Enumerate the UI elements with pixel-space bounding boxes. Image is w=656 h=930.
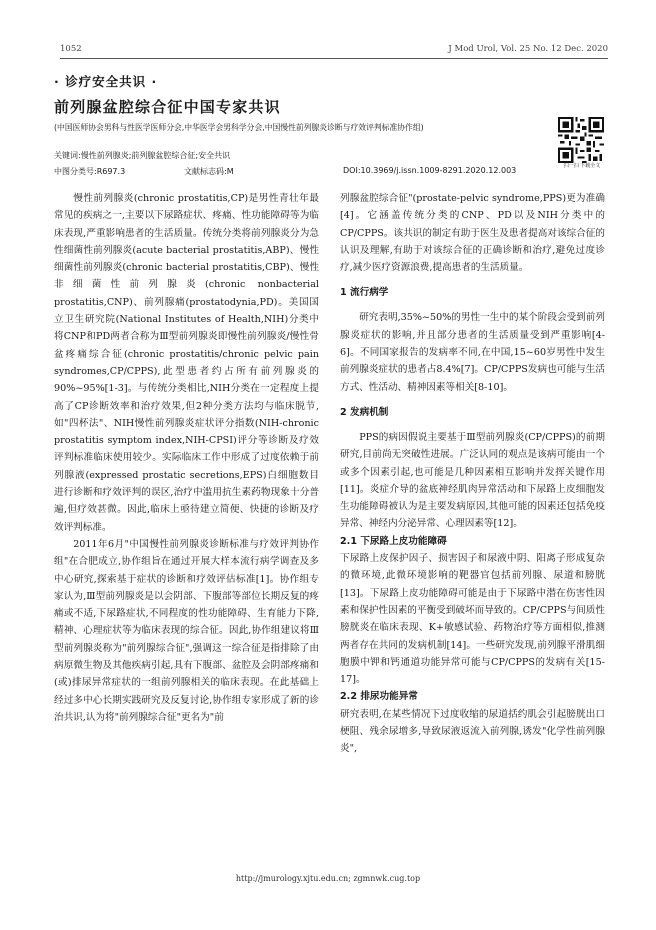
article-title: 前列腺盆腔综合征中国专家共识 [54, 98, 281, 116]
paragraph: 2011年6月"中国慢性前列腺炎诊断标准与疗效评判协作组"在合肥成立,协作组旨在通过开展大样本流行病学调查及多中心研究,探索基于症状的诊断和疗效评估标准[1]。协作组专家认为,Ⅲ型前列腺炎是以会阴部、下腹部等部位长期反复的疼痛或不适,下尿路症状,不同程度的性功能障碍、生育能力下降,精神、心理症状等为临床表现的综合征。因此,协作组建议将Ⅲ型前列腺炎称为"前列腺综合征",强调这一综合征是指排除了由病原微生物及其他疾病引起,具有下腹部、盆腔及会阴部疼痛和(或)排尿异常症状的一组前列腺相关的临床表现。在此基础上经过多中心长期实践研究及反复讨论,协作组专家形成了新的诊治共识,认为将"前列腺综合征"更名为"前 [54, 538, 319, 723]
left-column [54, 190, 319, 726]
header-rule [60, 58, 608, 59]
subsection-heading: 2.2 排尿功能异常 [340, 691, 418, 703]
subsection-heading: 2.1 下尿路上皮功能障碍 [340, 535, 447, 547]
qr-caption: 扫一扫 下载全文 [563, 163, 601, 169]
qr-code-icon [558, 117, 604, 163]
section-heading: 2 发病机制 [340, 406, 389, 418]
page-number: 1052 [60, 44, 82, 54]
page-footer: http://jmurology.xjtu.edu.cn; zgmnwk.cug.top [235, 874, 421, 883]
doi: DOI:10.3969/j.issn.1009-8291.2020.12.003 [343, 166, 517, 175]
section-tag: · 诊疗安全共识 · [54, 74, 158, 89]
paragraph: 研究表明,在某些情况下过度收缩的尿道括约肌会引起膀胱出口梗阻、残余尿增多,导致尿液返流入前列腺,诱发"化学性前列腺炎", [340, 708, 605, 755]
paragraph: 下尿路上皮保护因子、损害因子和尿液中阴、阳离子形成复杂的微环境,此微环境影响的靶器官包括前列腺、尿道和膀胱[13]。下尿路上皮功能障碍可能是由于下尿路中潜在伤害性因素和保护性因素的平衡受到破坏而导致的。CP/CPPS与间质性膀胱炎在临床表现、K+敏感试验、药物治疗等方面相似,推测两者存在共同的发病机制[14]。一些研究发现,前列腺平滑肌细胞膜中钾和钙通道功能异常可能与CP/CPPS的发病有关[15-17]。 [340, 553, 605, 686]
section-heading: 1 流行病学 [340, 287, 389, 299]
author-organizations: (中国医师协会男科与性医学医师分会,中华医学会男科学分会,中国慢性前列腺炎诊断与疗效评判标准协作组) [54, 123, 424, 132]
paragraph: PPS的病因假说主要基于Ⅲ型前列腺炎(CP/CPPS)的前期研究,目前尚无突破性进展。广泛认同的观点是该病可能由一个或多个因素引起,也可能是几种因素相互影响并发挥关键作用[11]。炎症介导的盆底神经肌肉异常活动和下尿路上皮细胞发生功能障碍被认为是主要发病原因,其他可能的因素还包括免疫异常、神经内分泌异常、心理因素等[12]。 [340, 431, 605, 530]
paragraph: 列腺盆腔综合征"(prostate-pelvic syndrome,PPS)更为准确[4]。它涵盖传统分类的CNP、PD以及NIH分类中的CP/CPPS。该共识的制定有助于医生及患者提高对该综合征的认识及理解,有助于对该综合征的正确诊断和治疗,避免过度诊疗,减少医疗资源浪费,提高患者的生活质量。 [340, 193, 605, 274]
keywords: 关键词:慢性前列腺炎;前列腺盆腔综合征;安全共识 [54, 151, 231, 160]
class-number: 中图分类号:R697.3 [54, 167, 126, 176]
paragraph: 研究表明,35%~50%的男性一生中的某个阶段会受到前列腺炎症状的影响,并且部分患者的生活质量受到严重影响[4-6]。不同国家报告的发病率不同,在中国,15~60岁男性中发生前列腺炎症状的患者占8.4%[7]。CP/CPPS发病也可能与生活方式、性活动、精神因素等相关[8-10]。 [340, 312, 605, 393]
right-column [340, 190, 605, 758]
document-code: 文献标志码:M [184, 167, 234, 176]
journal-citation: J Mod Urol, Vol. 25 No. 12 Dec. 2020 [448, 44, 608, 54]
paragraph: 慢性前列腺炎(chronic prostatitis,CP)是男性青壮年最常见的疾病之一,主要以下尿路症状、疼痛、性功能障碍等为临床表现,严重影响患者的生活质量。传统分类将前列腺炎分为急性细菌性前列腺炎(acute bacterial prostatitis,ABP)、慢性细菌性前列腺炎(chronic bacterial prostatitis,CBP)、慢性非细菌性前列腺炎(chronic nonbacterial prostatitis,CNP)、前列腺痛(prostatodynia,PD)。美国国立卫生研究院(National Institutes of Health,NIH)分类中将CNP和PD两者合称为Ⅲ型前列腺炎即慢性前列腺炎/慢性骨盆疼痛综合征(chronic prostatitis/chronic pelvic pain syndromes,CP/CPPS),此型患者约占所有前列腺炎的90%~95%[1-3]。与传统分类相比,NIH分类在一定程度上提高了CP诊断效率和治疗效果,但2种分类方法均与临床脱节,如"四杯法"、NIH慢性前列腺炎症状评分指数(NIH-chronic prostatitis symptom index,NIH-CPSI)评分等诊断及疗效评判标准临床使用较少。实际临床工作中形成了过度依赖于前列腺液(expressed prostatic secretions,EPS)白细胞数目进行诊断和疗效评判的误区,治疗中滥用抗生素药物现象十分普遍,但疗效甚微。因此,临床上亟待建立简便、快捷的诊断及疗效评判标准。 [54, 193, 319, 533]
running-header [60, 44, 608, 58]
